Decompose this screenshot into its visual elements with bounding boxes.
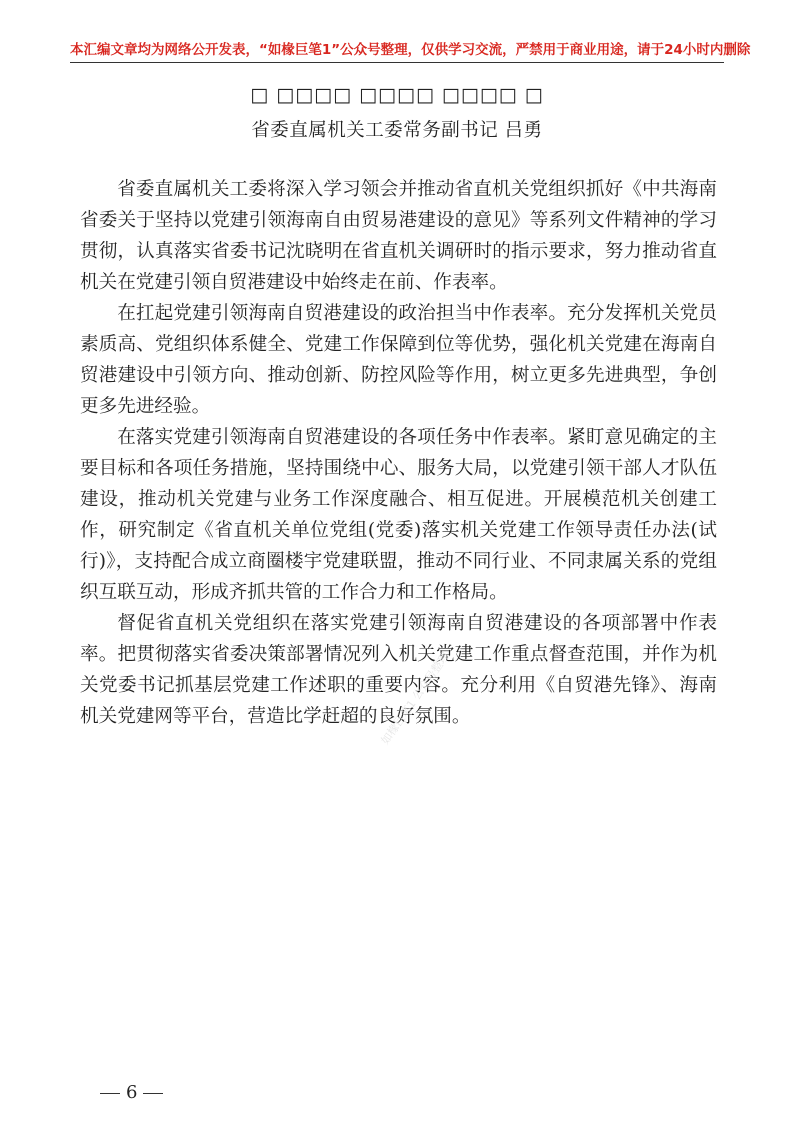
header-divider xyxy=(70,62,724,63)
watermark: 如椽巨笔1 公众号整理 xyxy=(378,649,453,747)
footer-dash-left xyxy=(100,1093,120,1094)
paragraph: 在落实党建引领海南自贸港建设的各项任务中作表率。紧盯意见确定的主要目标和各项任务措施，坚持围绕中心、服务大局，以党建引领干部人才队伍建设，推动机关党建与业务工作深度融合、相互促进。开展模范机关创建工作，研究制定《省直机关单位党组(党委)落实机关党建工作领导责任办法(试行)》，支持配合成立商圈楼宇党建联盟，推动不同行业、不同隶属关系的党组织互联互动，形成齐抓共管的工作合力和工作格局。 xyxy=(80,427,717,603)
page-number: 6 xyxy=(126,1082,138,1103)
footer-dash-right xyxy=(143,1093,163,1094)
page-footer xyxy=(94,1082,169,1103)
paragraph: 督促省直机关党组织在落实党建引领海南自贸港建设的各项部署中作表率。把贯彻落实省委决策部署情况列入机关党建工作重点督查范围，并作为机关党委书记抓基层党建工作述职的重要内容。充分利用《自贸港先锋》、海南机关党建网等平台，营造比学赶超的良好氛围。 xyxy=(80,613,717,727)
paragraph: 省委直属机关工委将深入学习领会并推动省直机关党组织抓好《中共海南省委关于坚持以党建引领海南自由贸易港建设的意见》等系列文件精神的学习贯彻，认真落实省委书记沈晓明在省直机关调研时的指示要求，努力推动省直机关在党建引领自贸港建设中始终走在前、作表率。 xyxy=(80,179,717,293)
paragraph: 在扛起党建引领海南自贸港建设的政治担当中作表率。充分发挥机关党员素质高、党组织体系健全、党建工作保障到位等优势，强化机关党建在海南自贸港建设中引领方向、推动创新、防控风险等作用，树立更多先进典型，争创更多先进经验。 xyxy=(80,303,717,417)
article-byline: 省委直属机关工委常务副书记 吕勇 xyxy=(251,120,543,141)
article-title: □ □□□□ □□□□ □□□□ □ xyxy=(250,84,544,106)
article-body xyxy=(80,174,717,732)
header-notice: 本汇编文章均为网络公开发表，“如椽巨笔1”公众号整理，仅供学习交流，严禁用于商业用途，请于24小时内删除 xyxy=(70,42,751,58)
